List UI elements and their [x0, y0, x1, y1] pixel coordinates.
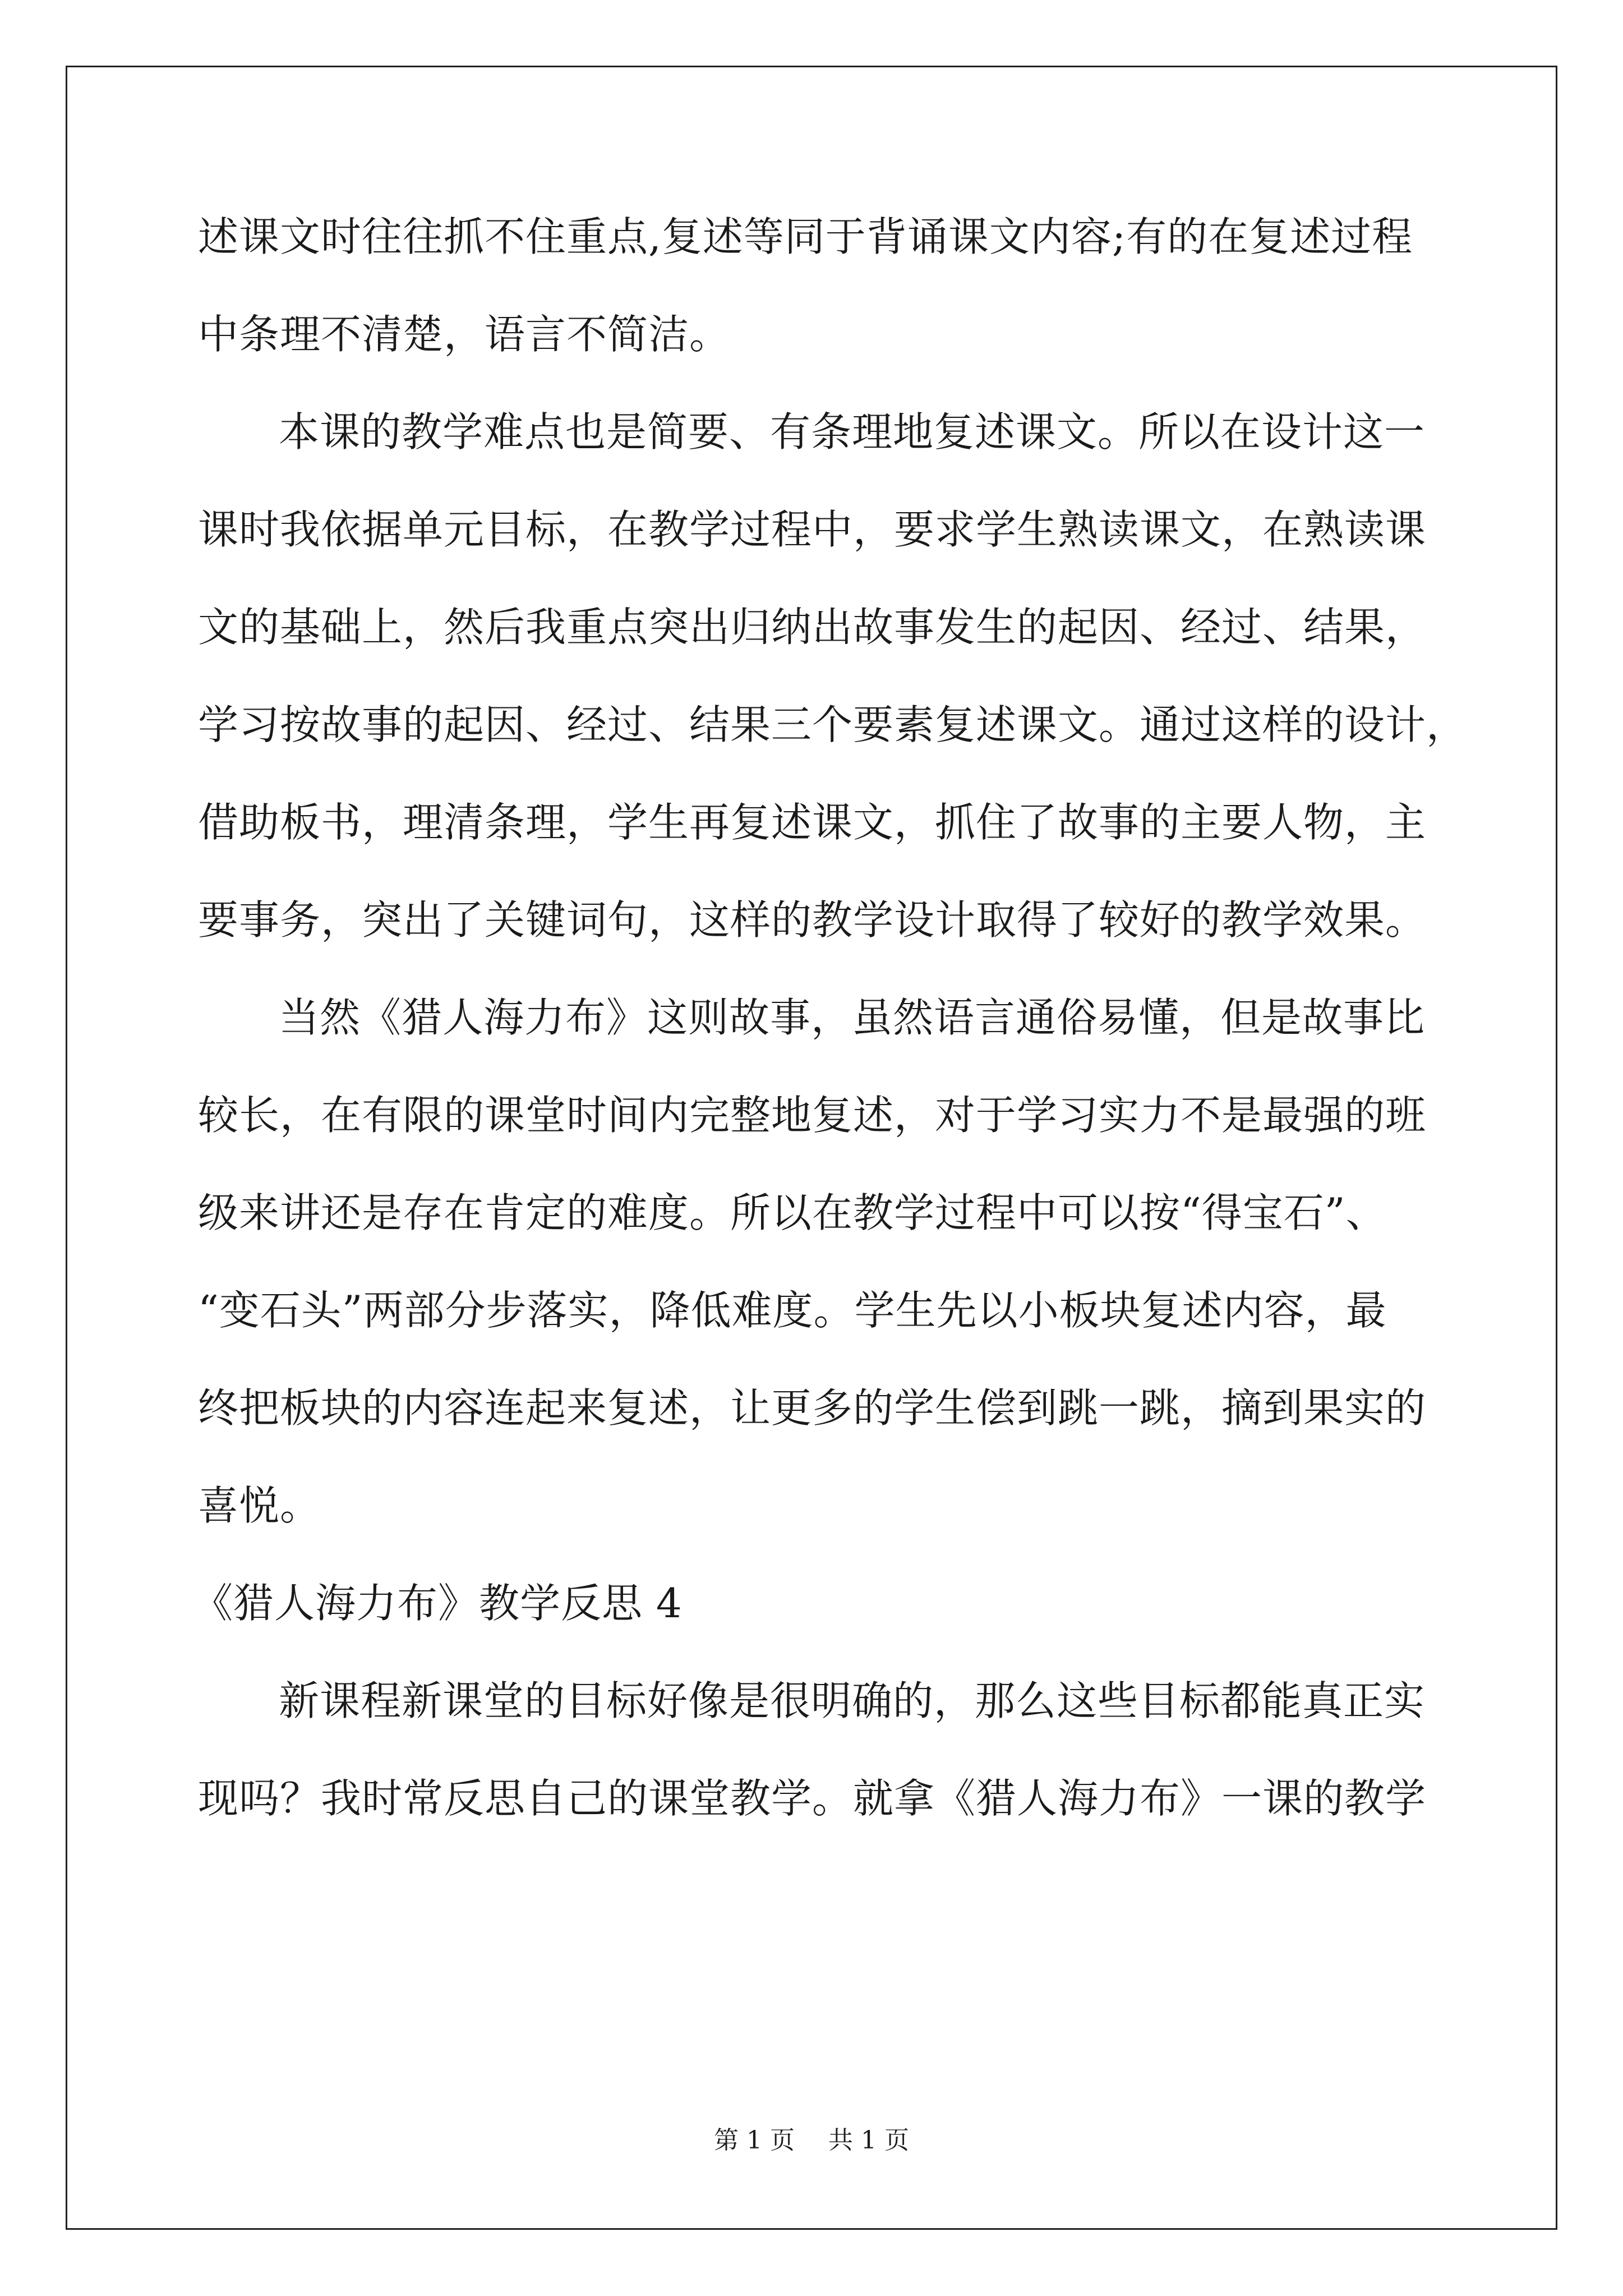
page-number: 第 1 页: [714, 2126, 795, 2155]
text-line: 中条理不清楚，语言不简洁。: [198, 311, 731, 358]
paragraph-1: [198, 213, 1432, 358]
text-line: 较长，在有限的课堂时间内完整地复述，对于学习实力不是最强的班: [198, 1092, 1427, 1139]
text-line: 当然《猎人海力布》这则故事，虽然语言通俗易懂，但是故事比: [279, 994, 1426, 1041]
paragraph-4: [198, 1677, 1432, 1822]
text-line: “变石头”两部分步落实，降低难度。学生先以小板块复述内容，最: [198, 1287, 1387, 1334]
text-line: 借助板书，理清条理，学生再复述课文，抓住了故事的主要人物，主: [198, 799, 1427, 846]
text-line: 新课程新课堂的目标好像是很明确的，那么这些目标都能真正实: [279, 1677, 1426, 1724]
paragraph-3: [198, 994, 1432, 1529]
text-line: 现吗？我时常反思自己的课堂教学。就拿《猎人海力布》一课的教学: [198, 1775, 1427, 1822]
text-line: 喜悦。: [198, 1482, 321, 1529]
section-heading: 《猎人海力布》教学反思 4: [192, 1580, 683, 1627]
text-line: 要事务，突出了关键词句，这样的教学设计取得了较好的教学效果。: [198, 896, 1427, 944]
page-footer: [0, 2128, 1623, 2153]
text-line: 课时我依据单元目标，在教学过程中，要求学生熟读课文，在熟读课: [198, 506, 1427, 553]
document-body: [192, 213, 1468, 1876]
text-line: 文的基础上，然后我重点突出归纳出故事发生的起因、经过、结果，: [198, 604, 1427, 651]
paragraph-2: [198, 408, 1468, 944]
page-total: 共 1 页: [828, 2126, 909, 2155]
text-line: 述课文时往往抓不住重点,复述等同于背诵课文内容;有的在复述过程: [198, 213, 1413, 260]
text-line: 级来讲还是存在肯定的难度。所以在教学过程中可以按“得宝石”、: [198, 1189, 1387, 1236]
text-line: 学习按故事的起因、经过、结果三个要素复述课文。通过这样的设计，: [198, 701, 1468, 748]
text-line: 本课的教学难点也是简要、有条理地复述课文。所以在设计这一: [279, 408, 1426, 455]
text-line: 终把板块的内容连起来复述，让更多的学生偿到跳一跳，摘到果实的: [198, 1384, 1427, 1432]
